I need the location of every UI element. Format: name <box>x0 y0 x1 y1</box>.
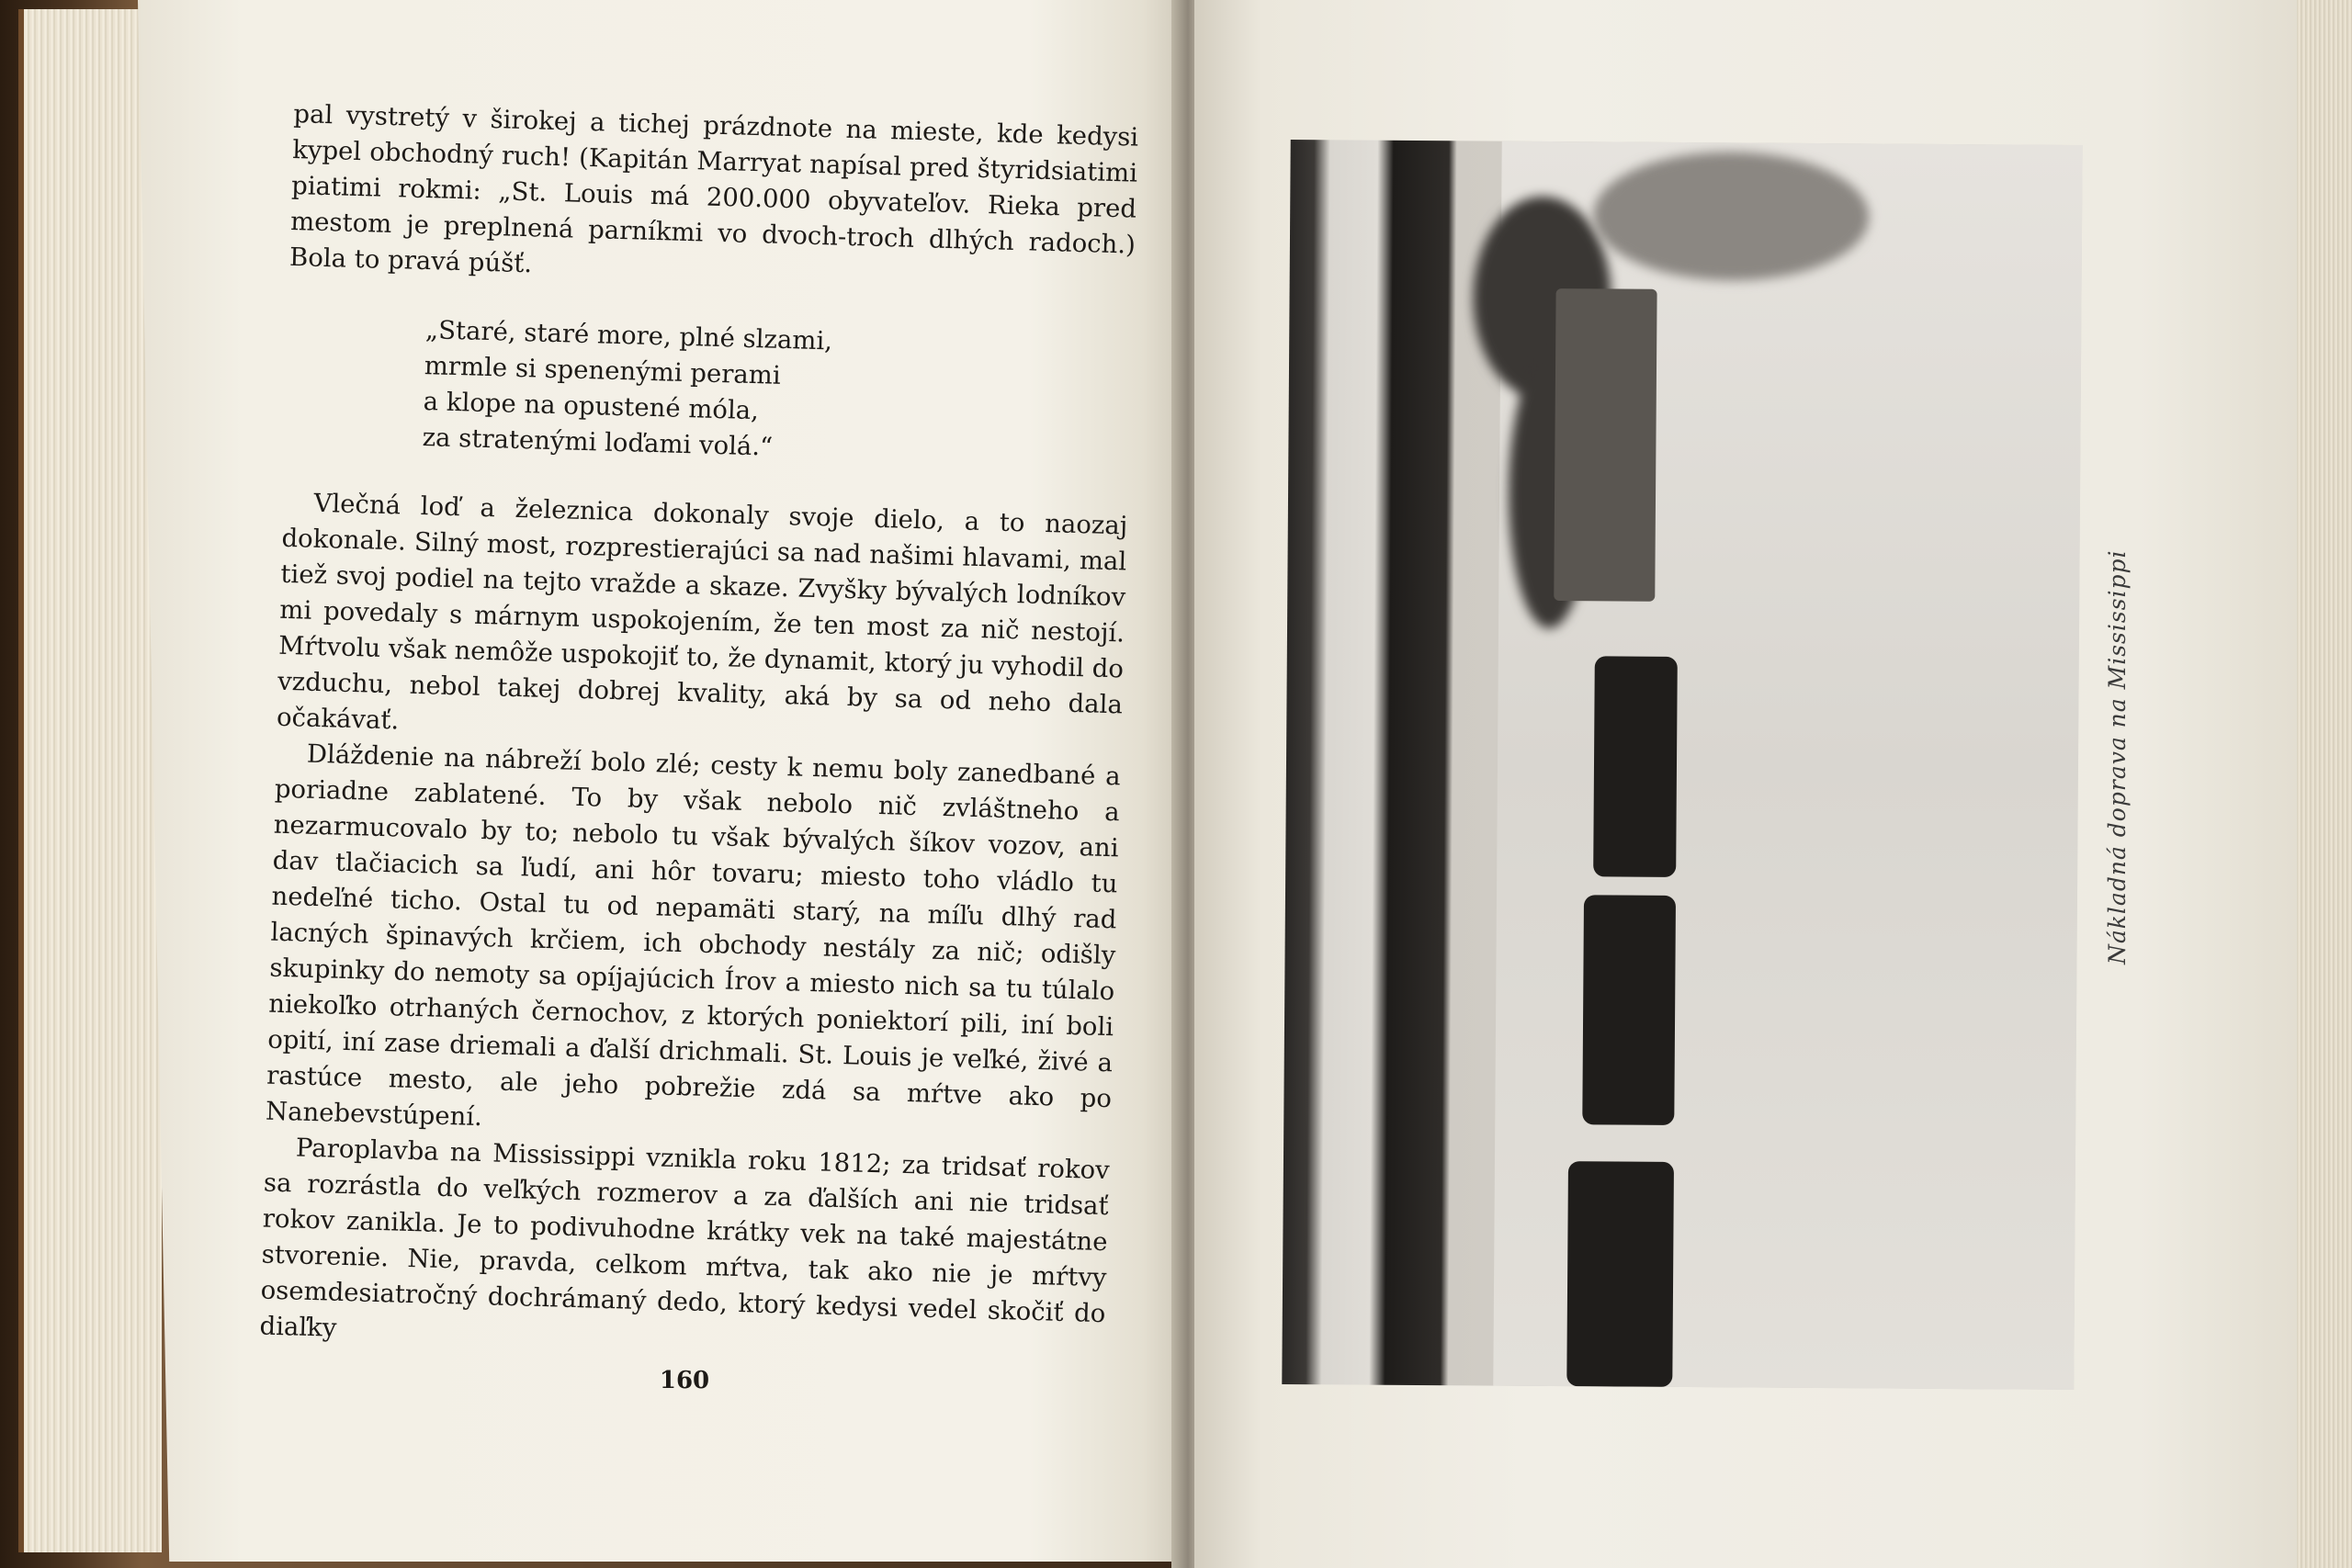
paragraph-4: Paroplavba na Mississippi vznikla roku 1812; za tridsať rokov sa rozrástla do veľkých rozmerov a za ďalších ani nie tridsať rokov zanikla. Je to podivuhodne krátky vek na také majestátne stvorenie. Nie, pravda, celkom mŕtva, tak ako nie je mŕtvy osemdesiatročný dochrámaný dedo, ktorý kedysi vedel skočiť do diaľky <box>259 1133 1111 1343</box>
left-page-text <box>259 96 1139 1368</box>
paragraph-3: Dláždenie na nábreží bolo zlé; cesty k nemu boly zanedbané a poriadne zablatené. To by však nebolo nič zvláštneho a nezarmucovalo by to; nebolo tu však bývalých šíkov vozov, ani dav tlačiacich sa ľudí, ani hôr tovaru; miesto toho vládlo tu nedeľné ticho. Ostal tu od nepamäti starý, na míľu dlhý rad lacných špinavých krčiem, ich obchody nestály za nič; odišly skupinky do nemoty sa opíjajúcich Írov a miesto nich sa tu túlalo niekoľko otrhaných černochov, z ktorých poniektorí pili, iní boli opití, iní zase driemali a ďalší drichmali. St. Louis je veľké, živé a rastúce mesto, ale jeho pobrežie zdá sa mŕtve ako po Nanebevstúpení. <box>265 739 1122 1133</box>
right-page-edges <box>2297 0 2352 1568</box>
barge-1 <box>1593 656 1678 877</box>
steamboat <box>1554 288 1657 602</box>
photo-caption: Nákladná doprava na Mississippi <box>2104 549 2131 964</box>
barge-2 <box>1582 895 1676 1125</box>
poem-quote <box>422 312 1133 475</box>
left-page-edges <box>18 9 162 1552</box>
poem-line-1: „Staré, staré more, plné slzami, <box>424 315 833 356</box>
barge-3 <box>1566 1161 1674 1387</box>
poem-line-3: a klope na opustené móla, <box>423 387 760 426</box>
poem-line-4: za stratenými loďami volá.“ <box>422 423 774 462</box>
paragraph-2: Vlečná loď a železnica dokonaly svoje dielo, a to naozaj dokonale. Silný most, rozprestierajúci sa nad našimi hlavami, mal tiež svoj podiel na tejto vražde a skaze. Zvyšky bývalých lodníkov mi povedaly s márnym uspokojením, že ten most za nič nestojí. Mŕtvolu však nemôže uspokojiť to, že dynamit, ktorý ju vyhodil do vzduchu, nebol takej dobrej kvality, aká by sa od neho dala očakávať. <box>276 488 1128 736</box>
paragraph-1: pal vystretý v širokej a tichej prázdnote na mieste, kde kedysi kypel obchodný ruch! (Kapitán Marryat napísal pred štyridsiatimi piatimi rokmi: „St. Louis má 200.000 obyvateľov. Rieka pred mestom je preplnená parníkmi vo dvoch-troch dlhých radoch.) Bola to pravá púšť. <box>288 98 1139 279</box>
poem-line-2: mrmle si spenenými perami <box>424 351 782 390</box>
smoke-plume-3 <box>1593 151 1870 281</box>
page-number: 160 <box>659 1367 710 1394</box>
steamboat-photograph <box>1282 140 2082 1390</box>
